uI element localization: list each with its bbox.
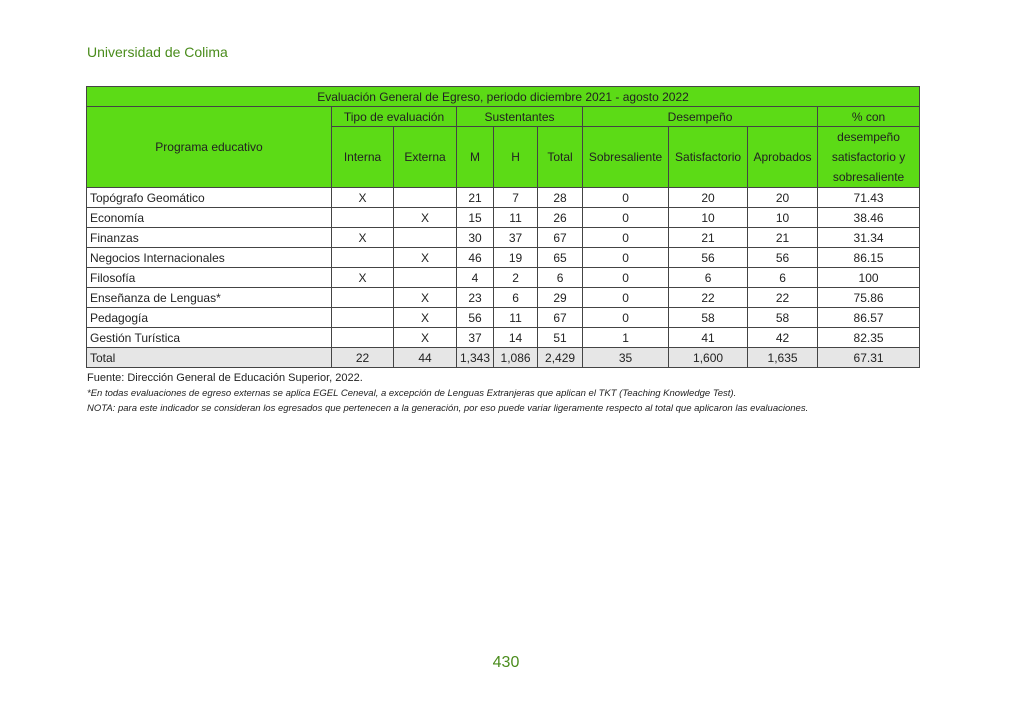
cell: Gestión Turística [87,328,332,348]
cell: Economía [87,208,332,228]
cell: 19 [494,248,538,268]
table-row [87,208,920,228]
header-pct-cont [818,127,920,188]
cell: 41 [669,328,748,348]
cell: 35 [583,348,669,368]
cell: 0 [583,248,669,268]
cell [332,208,394,228]
table-row [87,248,920,268]
cell: Finanzas [87,228,332,248]
cell: 22 [669,288,748,308]
header-m: M [457,127,494,188]
cell: 26 [538,208,583,228]
cell: 20 [669,188,748,208]
page-number: 430 [492,654,520,671]
cell: 56 [748,248,818,268]
header-externa: Externa [394,127,457,188]
cell: 20 [748,188,818,208]
header-programa: Programa educativo [87,107,332,188]
cell: 0 [583,288,669,308]
cell: 15 [457,208,494,228]
cell: 0 [583,228,669,248]
cell: 100 [818,268,920,288]
cell [332,328,394,348]
cell: Total [87,348,332,368]
cell: 6 [494,288,538,308]
cell: 1,343 [457,348,494,368]
cell: 10 [748,208,818,228]
cell: 75.86 [818,288,920,308]
cell: 56 [669,248,748,268]
header-tipo: Tipo de evaluación [332,107,457,127]
header-aprobados: Aprobados [748,127,818,188]
cell: 67 [538,308,583,328]
cell [394,188,457,208]
cell: Enseñanza de Lenguas* [87,288,332,308]
cell: 11 [494,208,538,228]
header-satisfactorio: Satisfactorio [669,127,748,188]
cell: 56 [457,308,494,328]
cell: 21 [669,228,748,248]
table-row [87,228,920,248]
cell: 46 [457,248,494,268]
cell: 21 [748,228,818,248]
footnote: *En todas evaluaciones de egreso externas se aplica EGEL Ceneval, a excepción de Lenguas Extranjeras que aplican el TKT (Teaching Knowledge Test). [87,388,737,399]
cell: 37 [494,228,538,248]
cell [394,268,457,288]
table-title: Evaluación General de Egreso, periodo diciembre 2021 - agosto 2022 [87,87,920,107]
cell: 6 [669,268,748,288]
cell: 0 [583,208,669,228]
table-row [87,308,920,328]
pct-line: satisfactorio y [831,150,906,164]
table-row [87,328,920,348]
cell: 1,086 [494,348,538,368]
evaluation-table [86,86,920,368]
institution-header: Universidad de Colima [87,44,228,60]
cell: 6 [538,268,583,288]
cell: 67 [538,228,583,248]
cell: 71.43 [818,188,920,208]
header-sobresaliente: Sobresaliente [583,127,669,188]
cell: 86.57 [818,308,920,328]
cell: 30 [457,228,494,248]
cell: 7 [494,188,538,208]
cell: 67.31 [818,348,920,368]
cell: 10 [669,208,748,228]
cell: 51 [538,328,583,348]
header-interna: Interna [332,127,394,188]
pct-line: sobresaliente [832,170,905,184]
cell: Topógrafo Geomático [87,188,332,208]
cell: X [332,228,394,248]
cell: X [394,248,457,268]
cell: 28 [538,188,583,208]
cell: 1,635 [748,348,818,368]
cell: 4 [457,268,494,288]
cell: X [394,308,457,328]
cell: 86.15 [818,248,920,268]
cell: 42 [748,328,818,348]
cell: X [332,188,394,208]
cell: 58 [669,308,748,328]
table-row [87,288,920,308]
cell: 14 [494,328,538,348]
cell: 22 [748,288,818,308]
pct-line: desempeño [837,130,900,144]
cell: 31.34 [818,228,920,248]
cell: 1,600 [669,348,748,368]
cell [332,288,394,308]
cell: 38.46 [818,208,920,228]
nota: NOTA: para este indicador se consideran los egresados que pertenecen a la generación, por eso puede variar ligeramente respecto al total que aplicaron las evaluaciones. [87,403,809,414]
cell: 29 [538,288,583,308]
cell: X [394,208,457,228]
header-total: Total [538,127,583,188]
header-h: H [494,127,538,188]
cell: 58 [748,308,818,328]
cell [332,248,394,268]
cell: 37 [457,328,494,348]
cell: 2,429 [538,348,583,368]
cell: 0 [583,268,669,288]
header-pct: % con [818,107,920,127]
header-desempeno: Desempeño [583,107,818,127]
cell: 23 [457,288,494,308]
table-notes [87,372,808,418]
table-row [87,188,920,208]
cell: Filosofía [87,268,332,288]
cell: 0 [583,308,669,328]
cell [332,308,394,328]
cell: X [332,268,394,288]
cell: 21 [457,188,494,208]
cell: 11 [494,308,538,328]
cell: 2 [494,268,538,288]
cell: 22 [332,348,394,368]
header-sustentantes: Sustentantes [457,107,583,127]
cell [394,228,457,248]
cell: 82.35 [818,328,920,348]
cell: Negocios Internacionales [87,248,332,268]
cell: X [394,288,457,308]
cell: 44 [394,348,457,368]
cell: 65 [538,248,583,268]
cell: Pedagogía [87,308,332,328]
cell: 0 [583,188,669,208]
table-row [87,268,920,288]
cell: X [394,328,457,348]
cell: 1 [583,328,669,348]
cell: 6 [748,268,818,288]
total-row [87,348,920,368]
source-note: Fuente: Dirección General de Educación Superior, 2022. [87,372,363,384]
